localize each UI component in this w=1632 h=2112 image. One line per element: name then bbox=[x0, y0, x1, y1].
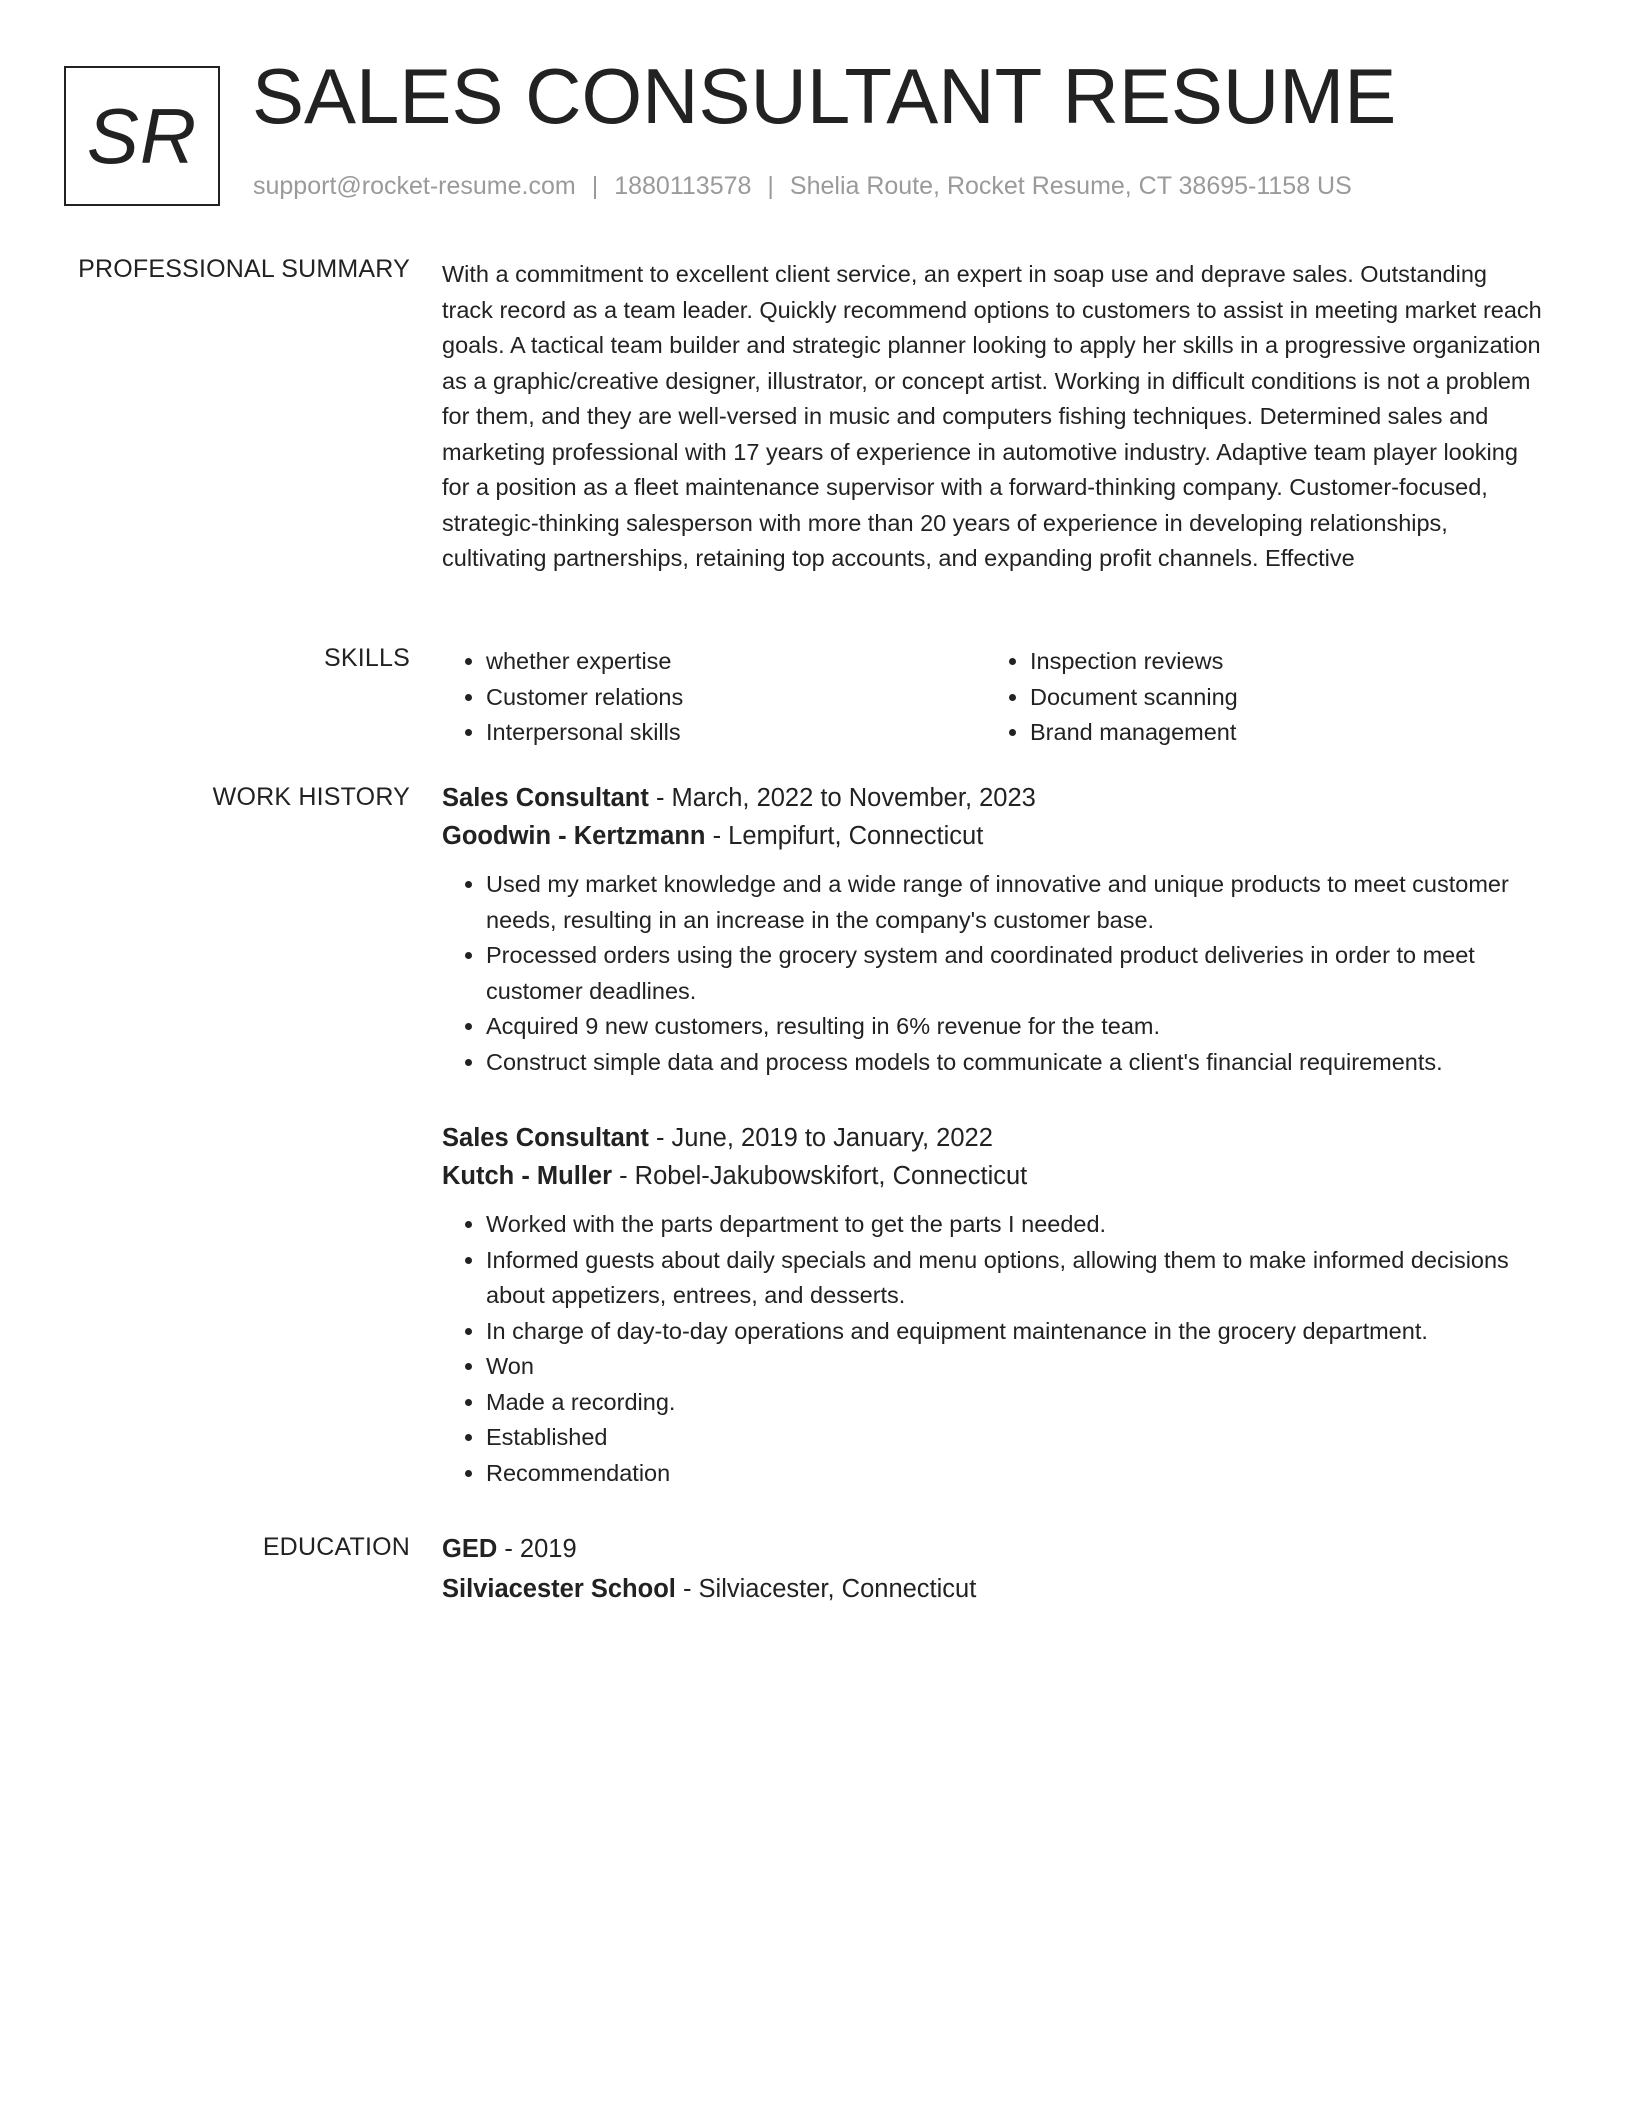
job-title-line bbox=[442, 779, 1542, 817]
job-title: Sales Consultant bbox=[442, 784, 649, 812]
education-location: - Silviacester, Connecticut bbox=[675, 1575, 977, 1603]
summary-body bbox=[442, 257, 1542, 577]
job-duties-list bbox=[442, 867, 1542, 1080]
job-company-line bbox=[442, 817, 1542, 855]
duty-item: • Established bbox=[486, 1420, 1542, 1456]
skill-item: • Inspection reviews bbox=[1030, 644, 1530, 680]
job-company-line bbox=[442, 1157, 1542, 1195]
skills-grid bbox=[442, 644, 1542, 751]
job-company: Kutch - Muller bbox=[442, 1162, 612, 1190]
skill-item: • Interpersonal skills bbox=[486, 715, 986, 751]
education-school-line bbox=[442, 1570, 1542, 1608]
section-label-skills: SKILLS bbox=[324, 644, 410, 672]
skill-item: • whether expertise bbox=[486, 644, 986, 680]
job-location: - Lempifurt, Connecticut bbox=[705, 822, 984, 850]
duty-item: • Worked with the parts department to get the parts I needed. bbox=[486, 1207, 1542, 1243]
job-title-line bbox=[442, 1119, 1542, 1157]
section-label-summary: PROFESSIONAL SUMMARY bbox=[78, 255, 410, 283]
duty-item: • Acquired 9 new customers, resulting in 6% revenue for the team. bbox=[486, 1009, 1542, 1045]
education-body bbox=[442, 1530, 1542, 1608]
education-school: Silviacester School bbox=[442, 1575, 676, 1603]
education-year: - 2019 bbox=[497, 1535, 577, 1563]
skill-item: • Document scanning bbox=[1030, 680, 1530, 716]
monogram-initials: SR bbox=[86, 92, 198, 180]
duty-item: • Made a recording. bbox=[486, 1385, 1542, 1421]
duty-item: • Won bbox=[486, 1349, 1542, 1385]
contact-line bbox=[253, 172, 1352, 201]
duty-item: • Construct simple data and process models to communicate a client's financial requirements. bbox=[486, 1045, 1542, 1081]
job-entry bbox=[442, 1119, 1542, 1491]
job-duties-list bbox=[442, 1207, 1542, 1491]
skills-list-left bbox=[442, 644, 986, 751]
job-dates: - June, 2019 to January, 2022 bbox=[648, 1124, 993, 1152]
skills-body bbox=[442, 644, 1542, 751]
duty-item: • Used my market knowledge and a wide range of innovative and unique products to meet customer needs, resulting in an increase in the company's customer base. bbox=[486, 867, 1542, 938]
contact-email[interactable]: support@rocket-resume.com bbox=[253, 172, 576, 200]
skill-item: • Customer relations bbox=[486, 680, 986, 716]
contact-phone[interactable]: 1880113578 bbox=[614, 172, 752, 200]
duty-item: • Recommendation bbox=[486, 1456, 1542, 1492]
education-degree-line bbox=[442, 1530, 1542, 1568]
job-company: Goodwin - Kertzmann bbox=[442, 822, 706, 850]
job-entry bbox=[442, 779, 1542, 1080]
resume-title: SALES CONSULTANT RESUME bbox=[252, 52, 1397, 140]
contact-address: Shelia Route, Rocket Resume, CT 38695-1158 US bbox=[789, 172, 1352, 200]
contact-separator: | bbox=[591, 172, 599, 200]
monogram-box bbox=[64, 66, 220, 206]
job-title: Sales Consultant bbox=[442, 1124, 649, 1152]
skill-item: • Brand management bbox=[1030, 715, 1530, 751]
job-location: - Robel-Jakubowskifort, Connecticut bbox=[612, 1162, 1028, 1190]
education-degree: GED bbox=[442, 1535, 498, 1563]
job-dates: - March, 2022 to November, 2023 bbox=[648, 784, 1036, 812]
contact-separator: | bbox=[767, 172, 774, 200]
duty-item: • Processed orders using the grocery system and coordinated product deliveries in order to meet customer deadlines. bbox=[486, 938, 1542, 1009]
skills-list-right bbox=[986, 644, 1530, 751]
summary-text: With a commitment to excellent client service, an expert in soap use and deprave sales. Outstanding track record as a team leader. Quickly recommend options to customers to assist in meeting market reach goals. A tactical team builder and strategic planner looking to apply her skills in a progressive organization as a graphic/creative designer, illustrator, or concept artist. Working in difficult conditions is not a problem for them, and they are well-versed in music and computers fishing techniques. Determined sales and marketing professional with 17 years of experience in automotive industry. Adaptive team player looking for a position as a fleet maintenance supervisor with a forward-thinking company. Customer-focused, strategic-thinking salesperson with more than 20 years of experience in developing relationships, cultivating partnerships, retaining top accounts, and expanding profit channels. Effective bbox=[442, 261, 1542, 571]
section-label-education: EDUCATION bbox=[262, 1533, 410, 1561]
section-label-work: WORK HISTORY bbox=[212, 783, 410, 811]
duty-item: • Informed guests about daily specials and menu options, allowing them to make informed decisions about appetizers, entrees, and desserts. bbox=[486, 1243, 1542, 1314]
duty-item: • In charge of day-to-day operations and equipment maintenance in the grocery department. bbox=[486, 1314, 1542, 1350]
